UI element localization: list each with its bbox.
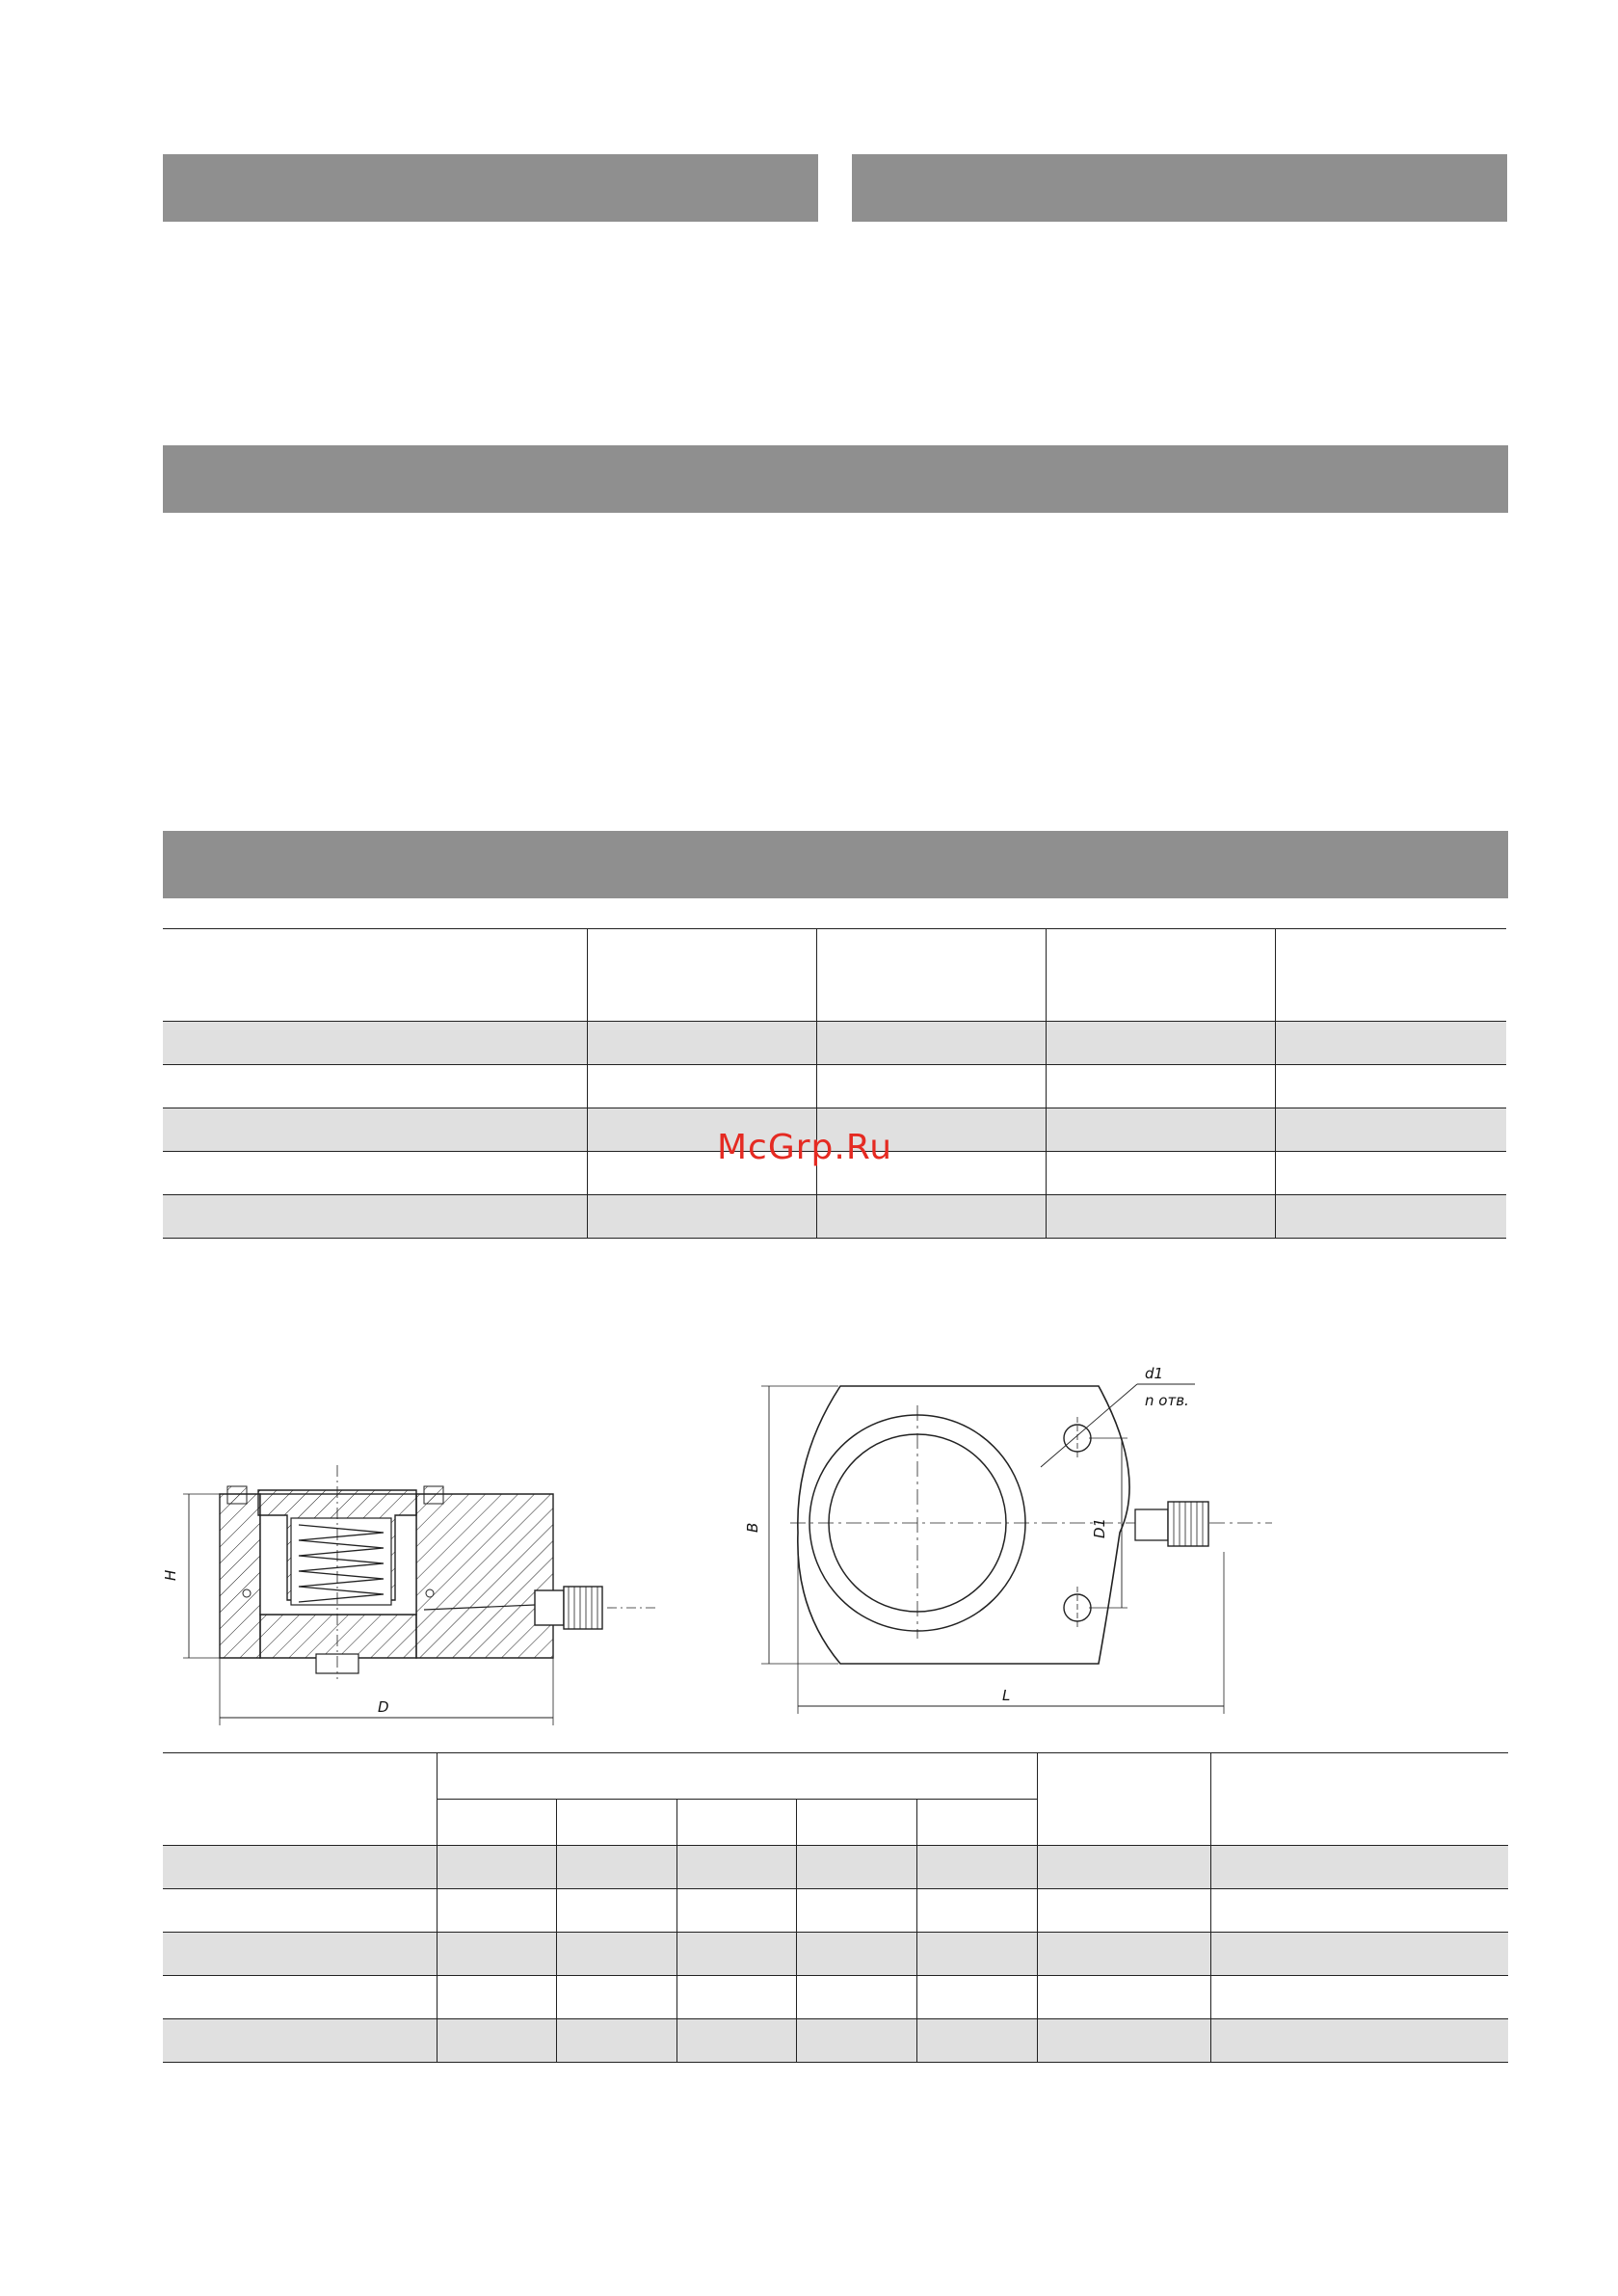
dim-label-D: D [378, 1698, 389, 1716]
cross-section-drawing [154, 1465, 655, 1774]
header-cell [587, 929, 816, 1022]
header-cell [816, 929, 1046, 1022]
table-row [163, 1022, 1506, 1065]
table-row [163, 1933, 1508, 1976]
table-header-row [163, 929, 1506, 1022]
table-row [163, 1195, 1506, 1239]
table-row [163, 1846, 1508, 1889]
table-row [163, 1065, 1506, 1108]
section-bar-specifications [163, 831, 1508, 898]
table-row [163, 1889, 1508, 1933]
plan-view-drawing [742, 1349, 1301, 1754]
body-section-right [416, 1494, 553, 1658]
dim-label-L: L [1002, 1687, 1011, 1704]
body-section-bottom [260, 1615, 416, 1658]
section-bar-left [163, 154, 818, 222]
section-bar-description [163, 445, 1508, 513]
callout-holes: n отв. [1145, 1392, 1189, 1409]
table-row [163, 2019, 1508, 2063]
spec-table-upper [163, 928, 1506, 1239]
table-row [163, 1976, 1508, 2019]
body-section-left [220, 1494, 260, 1658]
callout-d1: d1 [1145, 1365, 1164, 1382]
spec-table-lower [163, 1752, 1508, 2063]
header-cell [1275, 929, 1506, 1022]
dim-label-B: B [744, 1522, 761, 1533]
table-header-row [163, 1753, 1508, 1800]
watermark: McGrp.Ru [717, 1128, 893, 1167]
header-cell [163, 929, 587, 1022]
header-cell [1046, 929, 1275, 1022]
section-bar-right [852, 154, 1507, 222]
dim-label-D1: D1 [1091, 1517, 1108, 1538]
dim-label-H: H [162, 1569, 179, 1581]
